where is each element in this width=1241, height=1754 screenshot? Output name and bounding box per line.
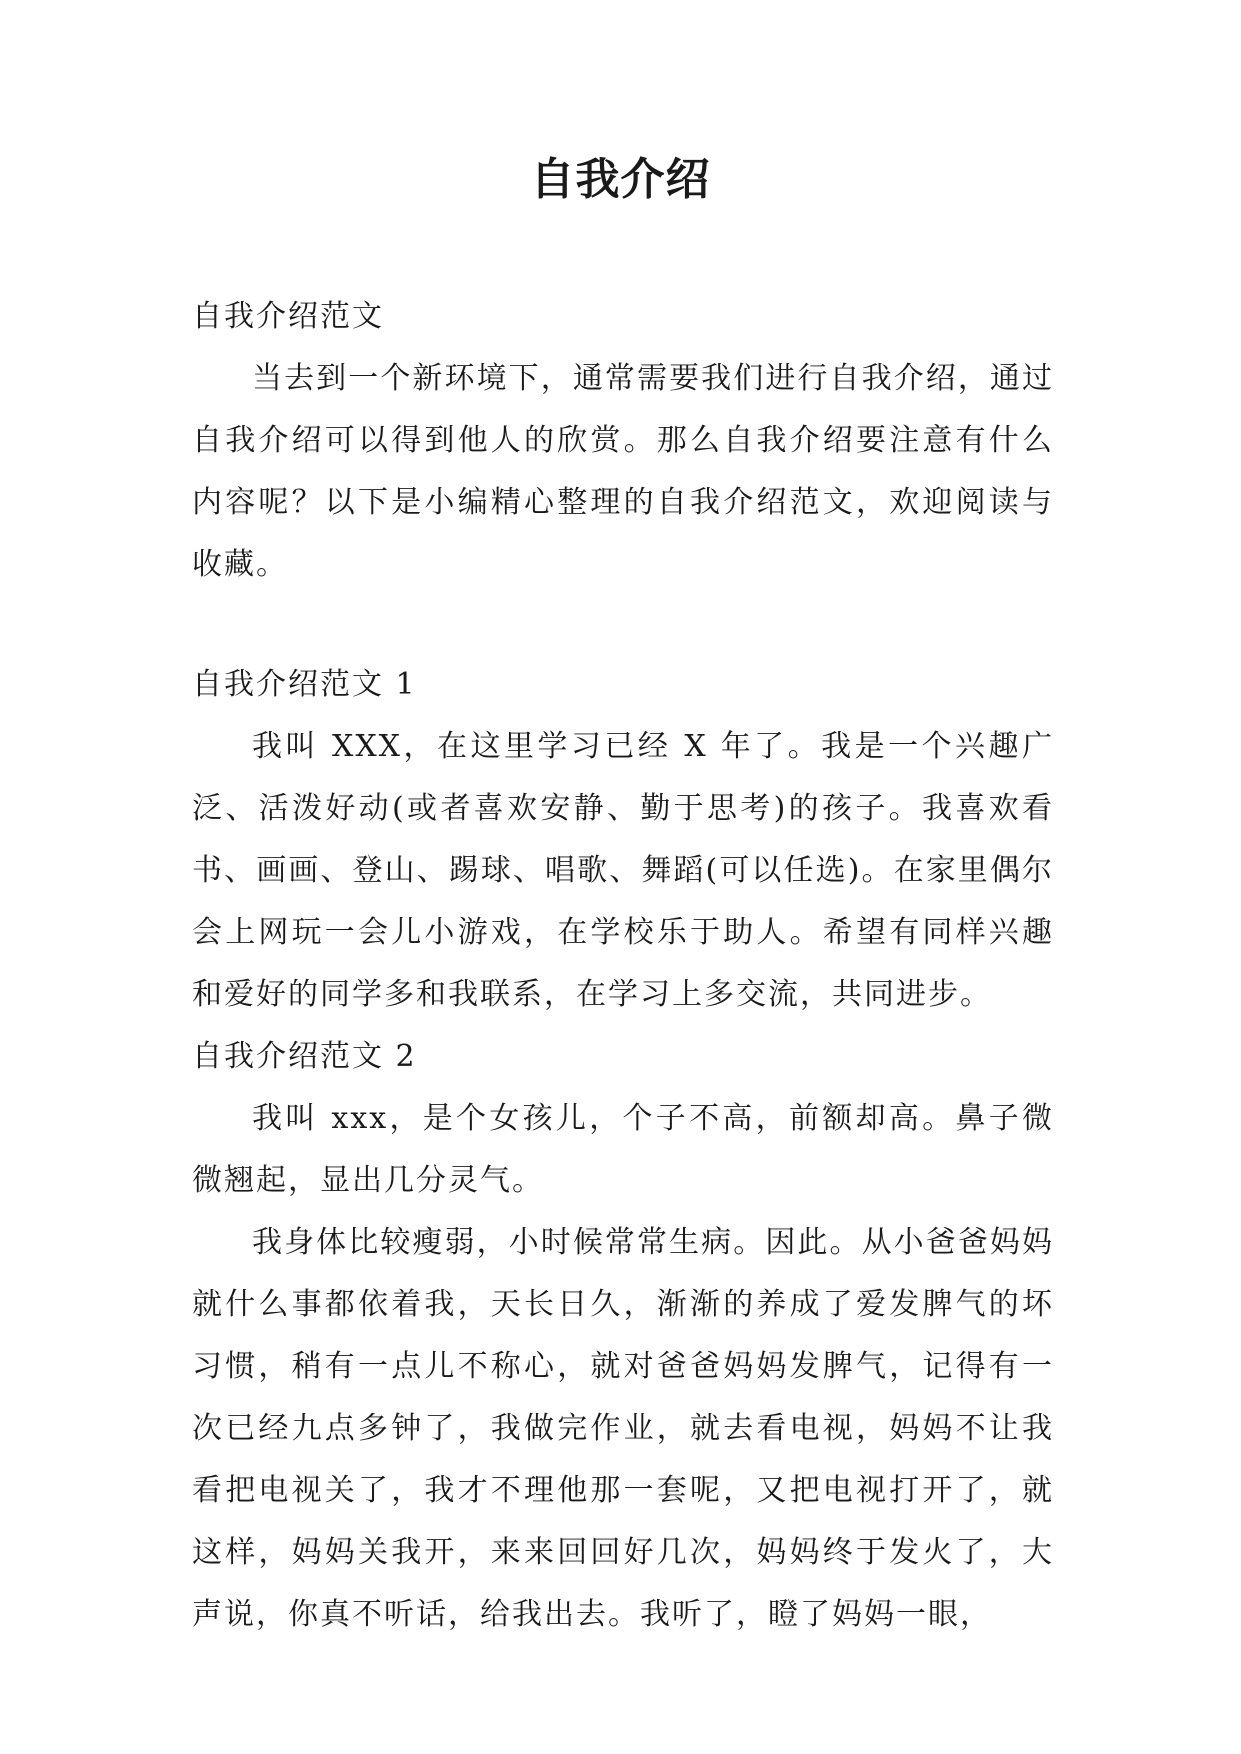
- section-spacer: [192, 596, 1054, 654]
- section-heading-intro: 自我介绍范文: [192, 299, 384, 334]
- document-body: [192, 286, 1054, 1646]
- section-heading-example-1: 自我介绍范文 1: [192, 667, 417, 702]
- example-2-paragraph-2: 我身体比较瘦弱，小时候常常生病。因此。从小爸爸妈妈就什么事都依着我，天长日久，渐渐的养成了爱发脾气的坏习惯，稍有一点儿不称心，就对爸爸妈妈发脾气，记得有一次已经九点多钟了，我做完作业，就去看电视，妈妈不让我看把电视关了，我才不理他那一套呢，又把电视打开了，就这样，妈妈关我开，来来回回好几次，妈妈终于发火了，大声说，你真不听话，给我出去。我听了，瞪了妈妈一眼，: [192, 1225, 1054, 1632]
- example-2-paragraph-1: 我叫 xxx，是个女孩儿，个子不高，前额却高。鼻子微微翘起，显出几分灵气。: [192, 1101, 1054, 1198]
- document-title: 自我介绍: [530, 154, 711, 205]
- example-1-paragraph: 我叫 XXX，在这里学习已经 X 年了。我是一个兴趣广泛、活泼好动(或者喜欢安静、勤于思考)的孩子。我喜欢看书、画画、登山、踢球、唱歌、舞蹈(可以任选)。在家里偶尔会上网玩一会儿小游戏，在学校乐于助人。希望有同样兴趣和爱好的同学多和我联系，在学习上多交流，共同进步。: [192, 729, 1054, 1012]
- intro-paragraph: 当去到一个新环境下，通常需要我们进行自我介绍，通过自我介绍可以得到他人的欣赏。那么自我介绍要注意有什么内容呢？以下是小编精心整理的自我介绍范文，欢迎阅读与收藏。: [192, 361, 1054, 582]
- section-heading-example-2: 自我介绍范文 2: [192, 1039, 417, 1074]
